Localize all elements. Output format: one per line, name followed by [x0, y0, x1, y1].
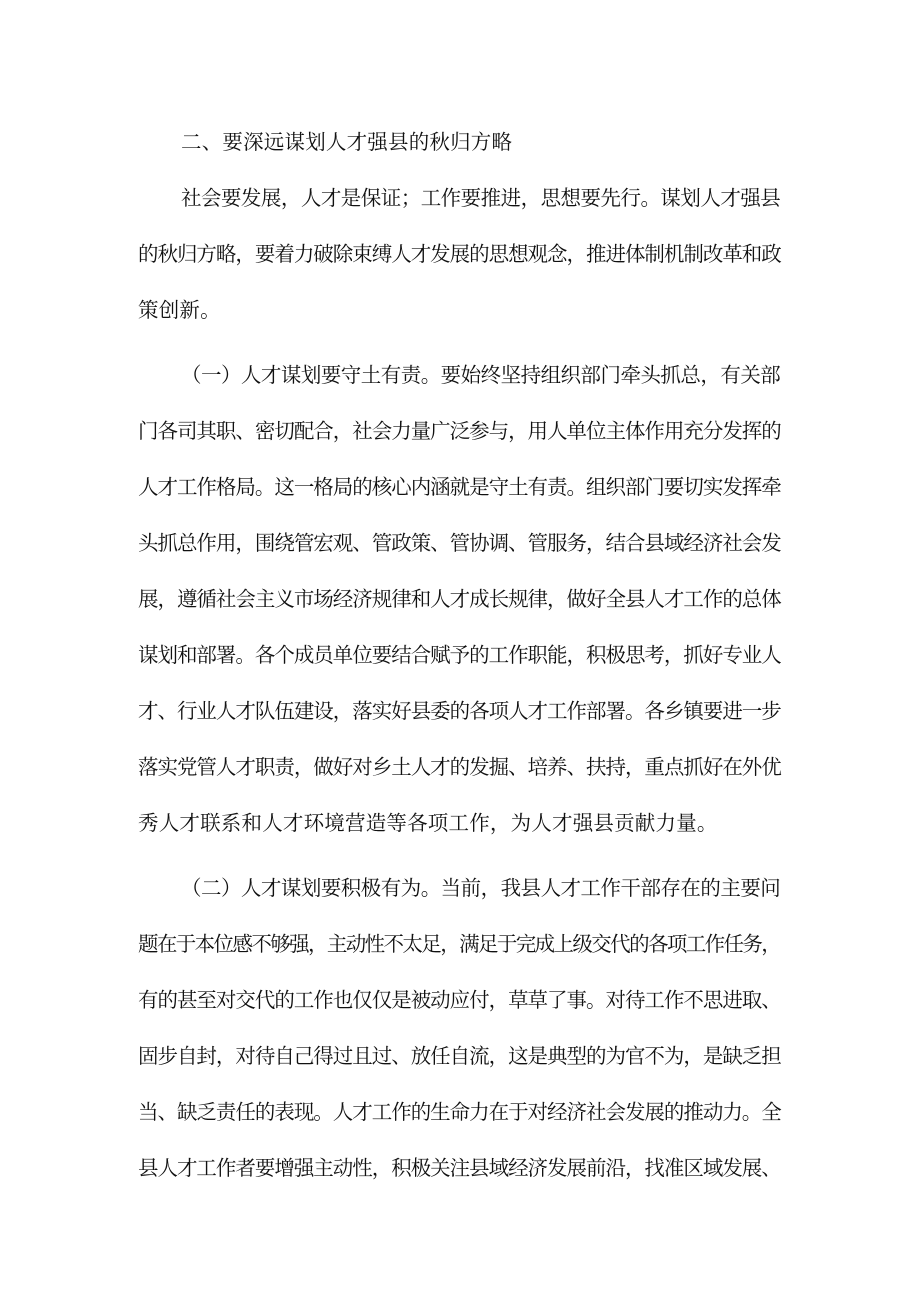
section-heading: 二、要深远谋划人才强县的秋归方略	[181, 130, 513, 154]
paragraph-2-line-2: 门各司其职、密切配合，社会力量广泛参与，用人单位主体作用充分发挥的	[138, 419, 781, 443]
paragraph-3-line-2: 题在于本位感不够强，主动性不太足，满足于完成上级交代的各项工作任务，	[138, 932, 781, 956]
paragraph-1-line-2: 的秋归方略，要着力破除束缚人才发展的思想观念，推进体制机制改革和政	[138, 242, 781, 266]
paragraph-3-line-1: （二）人才谋划要积极有为。当前，我县人才工作干部存在的主要问	[181, 876, 781, 900]
paragraph-1-line-3: 策创新。	[138, 298, 221, 322]
paragraph-2-line-9: 秀人才联系和人才环境营造等各项工作，为人才强县贡献力量。	[138, 811, 718, 835]
paragraph-2-line-5: 展，遵循社会主义市场经济规律和人才成长规律，做好全县人才工作的总体	[138, 587, 781, 611]
paragraph-1-line-1: 社会要发展，人才是保证；工作要推进，思想要先行。谋划人才强县	[181, 186, 781, 210]
paragraph-2-line-8: 落实党管人才职责，做好对乡土人才的发掘、培养、扶持，重点抓好在外优	[138, 755, 781, 779]
paragraph-2-line-1: （一）人才谋划要守土有责。要始终坚持组织部门牵头抓总，有关部	[181, 363, 781, 387]
paragraph-2-line-6: 谋划和部署。各个成员单位要结合赋予的工作职能，积极思考，抓好专业人	[138, 643, 781, 667]
paragraph-3-line-6: 县人才工作者要增强主动性，积极关注县域经济发展前沿，找准区域发展、	[138, 1156, 781, 1180]
paragraph-2-line-3: 人才工作格局。这一格局的核心内涵就是守土有责。组织部门要切实发挥牵	[138, 475, 781, 499]
paragraph-3-line-5: 当、缺乏责任的表现。人才工作的生命力在于对经济社会发展的推动力。全	[138, 1100, 781, 1124]
paragraph-3-line-4: 固步自封，对待自己得过且过、放任自流，这是典型的为官不为，是缺乏担	[138, 1044, 781, 1068]
paragraph-2-line-7: 才、行业人才队伍建设，落实好县委的各项人才工作部署。各乡镇要进一步	[138, 699, 781, 723]
paragraph-3-line-3: 有的甚至对交代的工作也仅仅是被动应付，草草了事。对待工作不思进取、	[138, 988, 781, 1012]
paragraph-2-line-4: 头抓总作用，围绕管宏观、管政策、管协调、管服务，结合县域经济社会发	[138, 531, 781, 555]
